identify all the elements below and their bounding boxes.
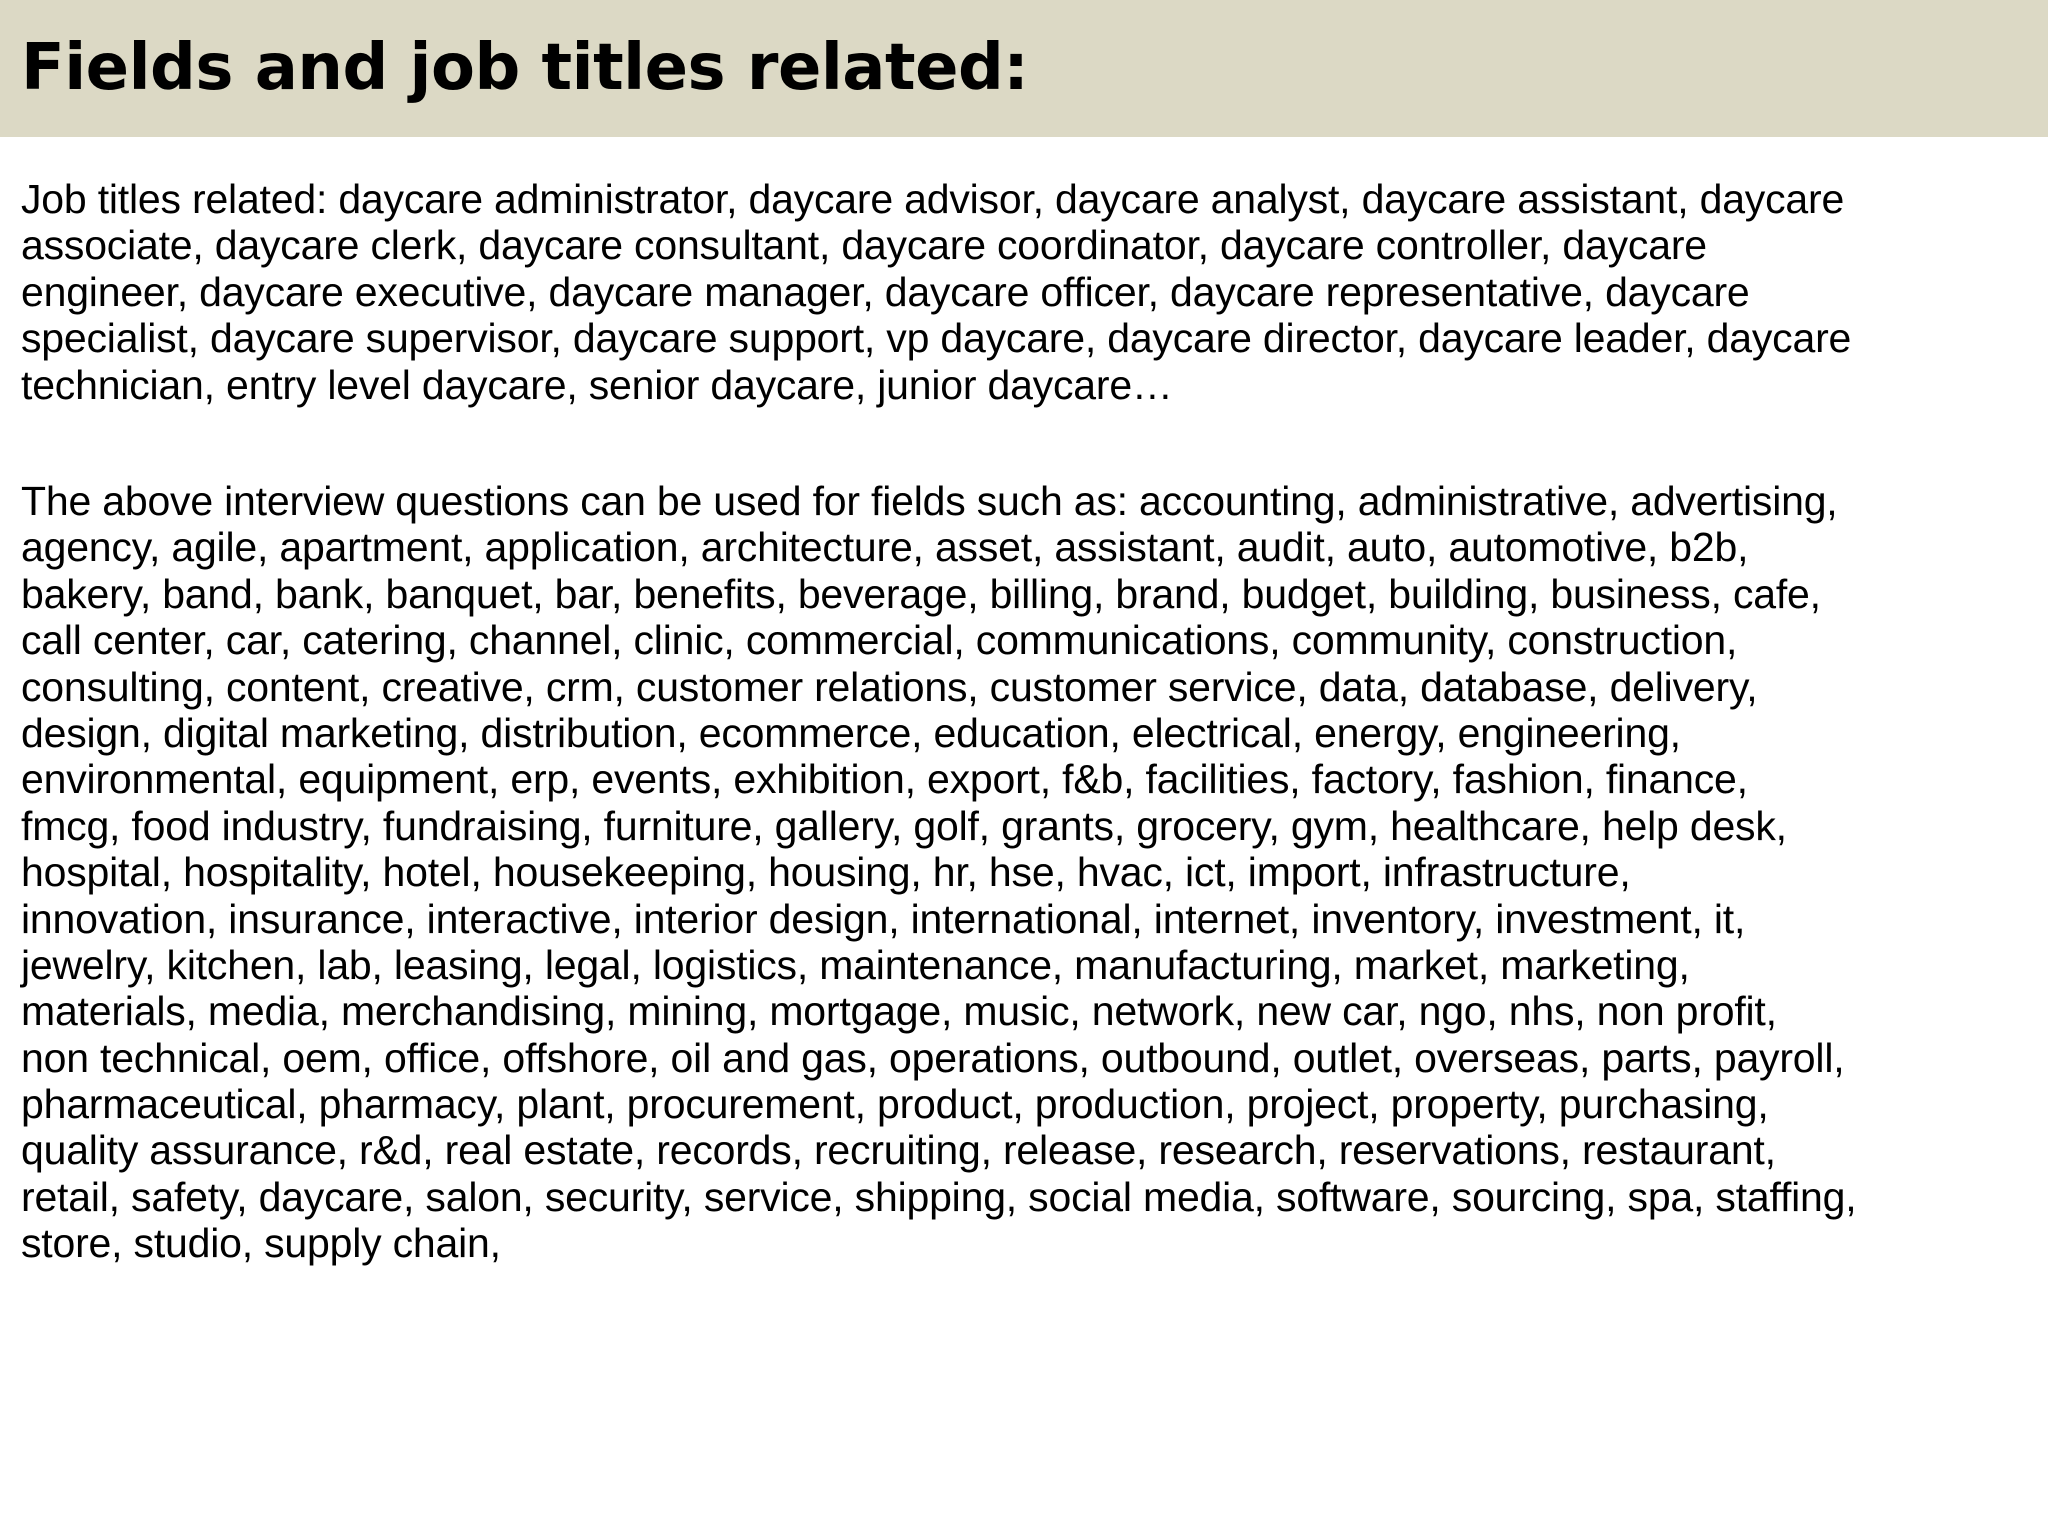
text-line: associate, daycare clerk, daycare consultant, daycare coordinator, daycare controller, daycare [21, 222, 1707, 269]
text-line: materials, media, merchandising, mining, mortgage, music, network, new car, ngo, nhs, non profit, [21, 988, 1777, 1035]
text-line: consulting, content, creative, crm, customer relations, customer service, data, database, delivery, [21, 663, 1758, 710]
text-line: call center, car, catering, channel, clinic, commercial, communications, community, construction, [21, 617, 1738, 664]
text-line: retail, safety, daycare, salon, security, service, shipping, social media, software, sourcing, spa, staffing, [21, 1173, 1857, 1220]
text-line: store, studio, supply chain, [21, 1220, 501, 1267]
text-line: innovation, insurance, interactive, interior design, international, internet, inventory, investment, it, [21, 895, 1746, 942]
text-line: jewelry, kitchen, lab, leasing, legal, logistics, maintenance, manufacturing, market, marketing, [21, 941, 1690, 988]
text-line: pharmaceutical, pharmacy, plant, procurement, product, production, project, property, purchasing, [21, 1081, 1769, 1128]
text-line: bakery, band, bank, banquet, bar, benefits, beverage, billing, brand, budget, building, business, cafe, [21, 570, 1821, 617]
text-line: agency, agile, apartment, application, architecture, asset, assistant, audit, auto, automotive, b2b, [21, 524, 1749, 571]
text-line: environmental, equipment, erp, events, exhibition, export, f&b, facilities, factory, fashion, finance, [21, 756, 1748, 803]
text-line: hospital, hospitality, hotel, housekeeping, housing, hr, hse, hvac, ict, import, infrastructure, [21, 849, 1631, 896]
title-bar [0, 0, 2048, 137]
text-line: technician, entry level daycare, senior daycare, junior daycare… [21, 361, 1173, 408]
text-line: engineer, daycare executive, daycare manager, daycare officer, daycare representative, daycare [21, 268, 1750, 315]
job-titles-paragraph [21, 176, 2031, 408]
slide-title: Fields and job titles related: [21, 31, 1029, 105]
text-line: design, digital marketing, distribution, ecommerce, education, electrical, energy, engineering, [21, 709, 1681, 756]
text-line: fmcg, food industry, fundraising, furniture, gallery, golf, grants, grocery, gym, healthcare, help desk, [21, 802, 1787, 849]
text-line: specialist, daycare supervisor, daycare support, vp daycare, daycare director, daycare leader, daycare [21, 315, 1852, 362]
text-line: quality assurance, r&d, real estate, records, recruiting, release, research, reservations, restaurant, [21, 1127, 1776, 1174]
text-line: The above interview questions can be used for fields such as: accounting, administrative, advertising, [21, 478, 1838, 524]
text-line: non technical, oem, office, offshore, oil and gas, operations, outbound, outlet, overseas, parts, payroll, [21, 1034, 1845, 1081]
text-line: Job titles related: daycare administrator, daycare advisor, daycare analyst, daycare assistant, daycare [21, 176, 1845, 222]
fields-paragraph [21, 478, 2031, 1267]
